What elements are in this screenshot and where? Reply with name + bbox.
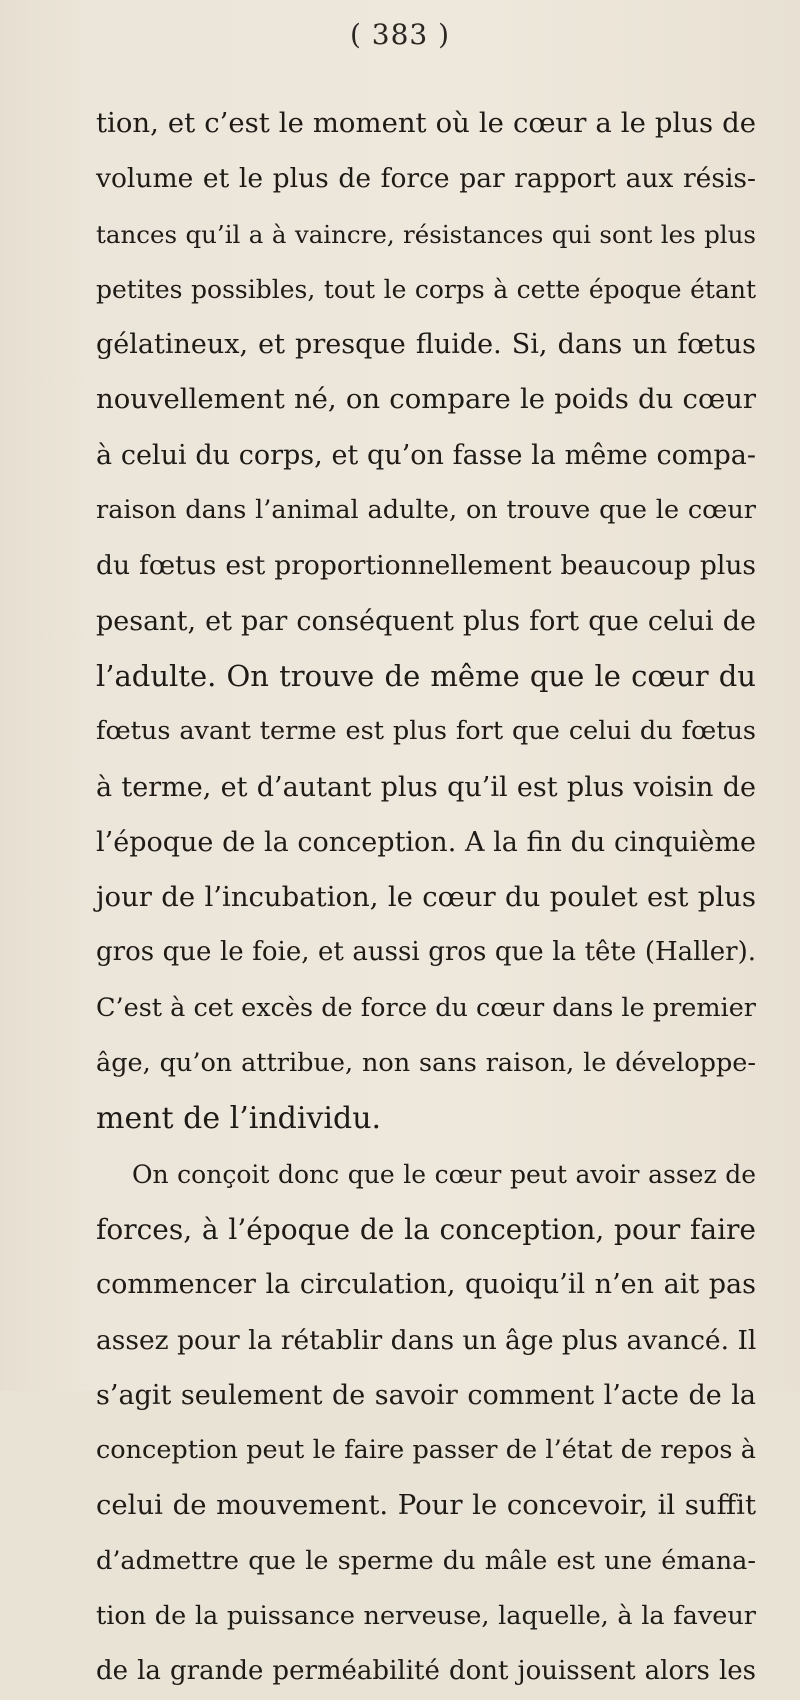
text-line: gélatineux, et presque fluide. Si, dans un fœtus	[96, 329, 756, 361]
text-line: s’agit seulement de savoir comment l’acte de la	[96, 1379, 756, 1411]
text-line: pesant, et par conséquent plus fort que celui de	[96, 605, 756, 637]
text-line: du fœtus est proportionnellement beaucoup plus	[96, 550, 756, 582]
text-line: l’adulte. On trouve de même que le cœur du	[96, 658, 756, 693]
text-line: âge, qu’on attribue, non sans raison, le développe-	[96, 1048, 756, 1079]
page-number: ( 383 )	[349, 18, 451, 51]
text-line: gros que le foie, et aussi gros que la tête (Haller).	[96, 937, 756, 968]
text-line: conception peut le faire passer de l’état de repos à	[96, 1435, 756, 1466]
text-line: jour de l’incubation, le cœur du poulet est plus	[96, 881, 756, 914]
text-line: volume et le plus de force par rapport aux résis-	[96, 163, 756, 195]
text-line: tion de la puissance nerveuse, laquelle, à la faveur	[96, 1601, 756, 1632]
body-text	[96, 96, 756, 1700]
text-line: de la grande perméabilité dont jouissent alors les	[96, 1656, 756, 1687]
text-line: assez pour la rétablir dans un âge plus avancé. Il	[96, 1324, 757, 1356]
text-line: tances qu’il a à vaincre, résistances qui sont les plus	[96, 219, 756, 249]
text-line: nouvellement né, on compare le poids du cœur	[96, 383, 756, 416]
text-line: fœtus avant terme est plus fort que celui du fœtus	[96, 716, 756, 747]
text-line: commencer la circulation, quoiqu’il n’en ait pas	[96, 1269, 756, 1301]
text-line: ment de l’individu.	[96, 1101, 382, 1137]
text-line: tion, et c’est le moment où le cœur a le plus de	[96, 107, 756, 139]
text-line: petites possibles, tout le corps à cette époque étant	[96, 274, 756, 304]
text-line: C’est à cet excès de force du cœur dans le premier	[96, 992, 756, 1023]
text-line: On conçoit donc que le cœur peut avoir assez de	[132, 1159, 756, 1189]
text-line: forces, à l’époque de la conception, pour faire	[96, 1212, 756, 1246]
text-line: raison dans l’animal adulte, on trouve que le cœur	[96, 495, 756, 526]
text-line: à terme, et d’autant plus qu’il est plus voisin de	[96, 771, 756, 803]
text-line: d’admettre que le sperme du mâle est une émana-	[96, 1545, 756, 1576]
text-line: celui de mouvement. Pour le concevoir, il suffit	[96, 1489, 756, 1522]
text-line: l’époque de la conception. A la fin du cinquième	[96, 826, 756, 858]
text-line: à celui du corps, et qu’on fasse la même compa-	[96, 439, 756, 471]
